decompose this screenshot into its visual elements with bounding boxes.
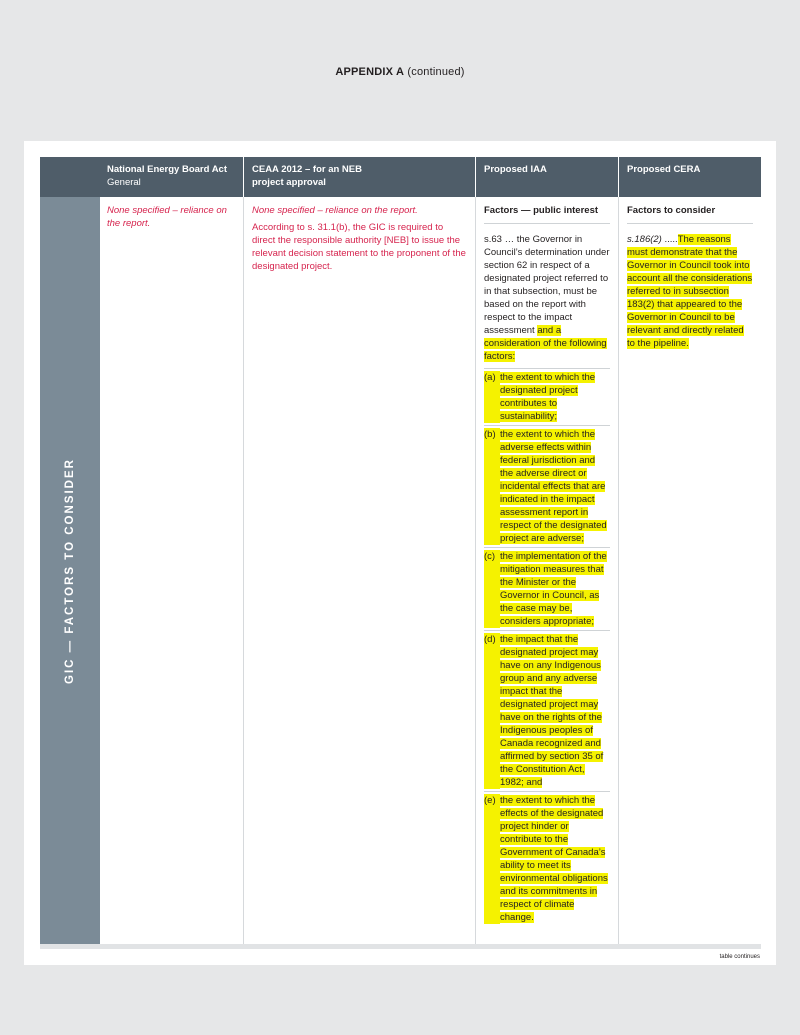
iaa-intro-highlight: and a consideration of the following factors:: [484, 325, 607, 362]
appendix-title: [0, 66, 800, 78]
ceaa-text-2: According to s. 31.1(b), the GIC is required to direct the responsible authority [NEB] to issue the relevant decision statement to the proponent of the designated project.: [252, 222, 466, 272]
header-neb: [107, 164, 247, 189]
cera-text: [627, 233, 753, 350]
iaa-factor-text: the extent to which the adverse effects within federal jurisdiction and the adverse direct or incidental effects that are indicated in the impact assessment report in respect of the designated project are adverse;: [500, 429, 607, 544]
iaa-factor-text: the extent to which the effects of the designated project hinder or contribute to the Government of Canada’s ability to meet its environmental obligations and its commitments in respect of climate change.: [500, 795, 608, 923]
iaa-factor-text: the impact that the designated project may have on any Indigenous group and any adverse impact that the designated project may have on the rights of the Indigenous peoples of Canada recognized and affirmed by section 35 of the Constitution Act, 1982; and: [500, 634, 604, 788]
cera-dots: .....: [661, 234, 678, 245]
ceaa-cell: [252, 204, 468, 273]
row-label: GIC — FACTORS TO CONSIDER: [64, 458, 76, 684]
header-divider: [618, 157, 619, 197]
ceaa-text-1: None specified – reliance on the report.: [252, 205, 418, 216]
column-divider: [618, 197, 619, 945]
iaa-factor-item: [484, 630, 610, 791]
iaa-intro: [484, 233, 610, 363]
appendix-title-rest: (continued): [407, 66, 465, 78]
table-continues-note: table continues: [719, 954, 760, 960]
iaa-factor-text: the implementation of the mitigation measures that the Minister or the Governor in Council, as the case may be, considers appropriate;: [500, 551, 607, 627]
header-cera: Proposed CERA: [627, 164, 701, 175]
cera-section-ref: s.186(2): [627, 234, 662, 245]
iaa-factor-label: (d): [484, 633, 500, 789]
column-divider: [243, 197, 244, 945]
neb-cell: None specified – reliance on the report.: [107, 205, 227, 229]
header-ceaa-line1: CEAA 2012 – for an NEB: [252, 164, 362, 175]
iaa-factor-label: (c): [484, 550, 500, 628]
comparison-table: [40, 157, 761, 946]
row-label-sidebar: [40, 197, 100, 945]
header-neb-sub: General: [107, 176, 141, 188]
table-bottom-bar: [40, 944, 761, 949]
header-ceaa: [252, 164, 472, 189]
cera-cell: [627, 204, 753, 350]
cera-highlight: The reasons must demonstrate that the Governor in Council took into account all the considerations referred to in subsection 183(2) that appeared to the Governor in Council to be relevant and directly related to the pipeline.: [627, 234, 753, 349]
iaa-factor-item: [484, 547, 610, 630]
iaa-factor-item: [484, 368, 610, 425]
header-ceaa-line2: project approval: [252, 176, 326, 188]
iaa-factor-item: [484, 425, 610, 547]
document-page: [24, 141, 776, 965]
appendix-title-bold: APPENDIX A: [335, 66, 405, 78]
iaa-title: Factors — public interest: [484, 204, 610, 224]
iaa-intro-plain: s.63 … the Governor in Council’s determination under section 62 in respect of a designated project referred to in that subsection, must be based on the report with respect to the impact assessment: [484, 234, 610, 336]
cera-title: Factors to consider: [627, 204, 753, 224]
column-divider: [475, 197, 476, 945]
iaa-factor-label: (a): [484, 371, 500, 423]
header-neb-title: National Energy Board Act: [107, 164, 228, 175]
header-iaa: Proposed IAA: [484, 164, 547, 175]
iaa-factor-item: [484, 791, 610, 926]
table-header: [40, 157, 761, 197]
iaa-factor-label: (b): [484, 428, 500, 545]
iaa-factor-label: (e): [484, 794, 500, 924]
header-divider: [243, 157, 244, 197]
iaa-cell: [484, 204, 610, 926]
header-divider: [475, 157, 476, 197]
iaa-factor-text: the extent to which the designated project contributes to sustainability;: [500, 372, 596, 422]
